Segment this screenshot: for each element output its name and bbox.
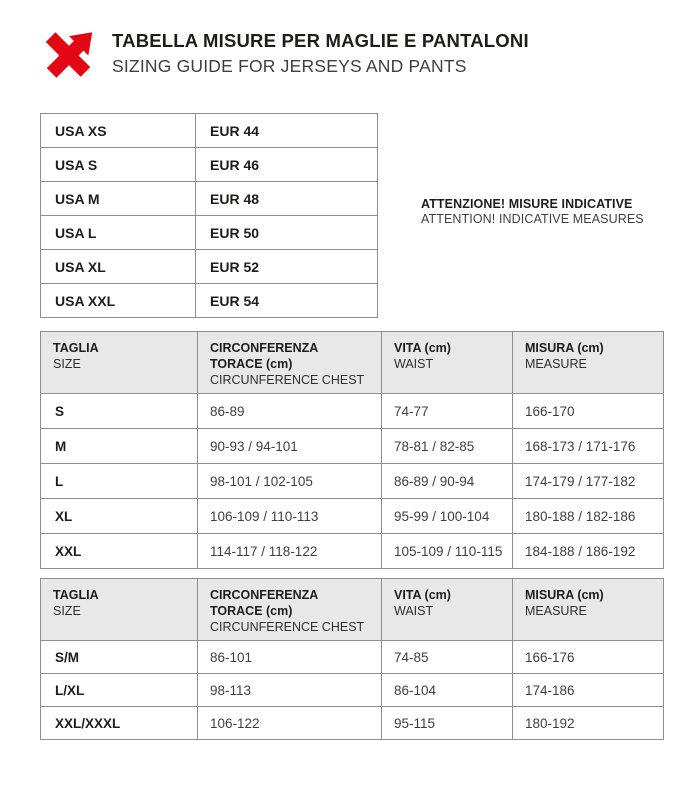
column-header-measure: MISURA (cm) MEASURE — [513, 579, 664, 641]
page-subtitle: SIZING GUIDE FOR JERSEYS AND PANTS — [112, 56, 467, 76]
table-row — [41, 394, 664, 429]
table-row — [41, 284, 378, 318]
waist-cell: 86-89 / 90-94 — [382, 464, 513, 499]
measure-cell: 180-192 — [513, 707, 664, 740]
table-header-row — [41, 332, 664, 394]
usa-size-cell: USA L — [41, 216, 196, 250]
size-cell: XXL — [41, 534, 198, 569]
eur-size-cell: EUR 46 — [196, 148, 378, 182]
column-header-waist: VITA (cm) WAIST — [382, 579, 513, 641]
size-cell: XXL/XXXL — [41, 707, 198, 740]
table-header-row — [41, 579, 664, 641]
measure-cell: 180-188 / 182-186 — [513, 499, 664, 534]
table-row — [41, 216, 378, 250]
jersey-sizing-table — [40, 331, 664, 569]
attention-note-italian: ATTENZIONE! MISURE INDICATIVE — [421, 197, 633, 211]
waist-cell: 86-104 — [382, 674, 513, 707]
measure-cell: 184-188 / 186-192 — [513, 534, 664, 569]
waist-cell: 95-99 / 100-104 — [382, 499, 513, 534]
size-cell: S/M — [41, 641, 198, 674]
column-header-size: TAGLIA SIZE — [41, 579, 198, 641]
column-header-chest: CIRCONFERENZA TORACE (cm) CIRCUNFERENCE CHEST — [198, 332, 382, 394]
table-row — [41, 674, 664, 707]
attention-note — [421, 197, 644, 227]
x-arrow-logo-icon — [40, 28, 98, 83]
waist-cell: 74-85 — [382, 641, 513, 674]
table-row — [41, 429, 664, 464]
eur-size-cell: EUR 44 — [196, 114, 378, 148]
eur-size-cell: EUR 48 — [196, 182, 378, 216]
chest-cell: 90-93 / 94-101 — [198, 429, 382, 464]
chest-cell: 86-101 — [198, 641, 382, 674]
measure-cell: 166-170 — [513, 394, 664, 429]
usa-size-cell: USA S — [41, 148, 196, 182]
table-row — [41, 707, 664, 740]
measure-cell: 166-176 — [513, 641, 664, 674]
eur-size-cell: EUR 52 — [196, 250, 378, 284]
usa-eur-conversion-table — [40, 113, 378, 318]
column-header-size: TAGLIA SIZE — [41, 332, 198, 394]
size-cell: M — [41, 429, 198, 464]
column-header-waist: VITA (cm) WAIST — [382, 332, 513, 394]
table-row — [41, 464, 664, 499]
eur-size-cell: EUR 54 — [196, 284, 378, 318]
attention-note-english: ATTENTION! INDICATIVE MEASURES — [421, 212, 644, 226]
chest-cell: 86-89 — [198, 394, 382, 429]
table-row — [41, 182, 378, 216]
chest-cell: 106-109 / 110-113 — [198, 499, 382, 534]
usa-size-cell: USA XS — [41, 114, 196, 148]
eur-size-cell: EUR 50 — [196, 216, 378, 250]
measure-cell: 168-173 / 171-176 — [513, 429, 664, 464]
header — [40, 28, 529, 83]
usa-size-cell: USA XL — [41, 250, 196, 284]
table-row — [41, 250, 378, 284]
chest-cell: 114-117 / 118-122 — [198, 534, 382, 569]
chest-cell: 98-101 / 102-105 — [198, 464, 382, 499]
waist-cell: 105-109 / 110-115 — [382, 534, 513, 569]
table-row — [41, 534, 664, 569]
title-block — [112, 28, 529, 77]
table-row — [41, 148, 378, 182]
measure-cell: 174-179 / 177-182 — [513, 464, 664, 499]
waist-cell: 74-77 — [382, 394, 513, 429]
waist-cell: 95-115 — [382, 707, 513, 740]
waist-cell: 78-81 / 82-85 — [382, 429, 513, 464]
chest-cell: 106-122 — [198, 707, 382, 740]
chest-cell: 98-113 — [198, 674, 382, 707]
size-cell: L — [41, 464, 198, 499]
table-row — [41, 114, 378, 148]
table-row — [41, 641, 664, 674]
usa-size-cell: USA M — [41, 182, 196, 216]
measure-cell: 174-186 — [513, 674, 664, 707]
size-cell: S — [41, 394, 198, 429]
size-cell: XL — [41, 499, 198, 534]
page-title: TABELLA MISURE PER MAGLIE E PANTALONI — [112, 30, 529, 51]
usa-size-cell: USA XXL — [41, 284, 196, 318]
table-row — [41, 499, 664, 534]
size-cell: L/XL — [41, 674, 198, 707]
combined-sizing-table — [40, 578, 664, 740]
column-header-measure: MISURA (cm) MEASURE — [513, 332, 664, 394]
column-header-chest: CIRCONFERENZA TORACE (cm) CIRCUNFERENCE CHEST — [198, 579, 382, 641]
